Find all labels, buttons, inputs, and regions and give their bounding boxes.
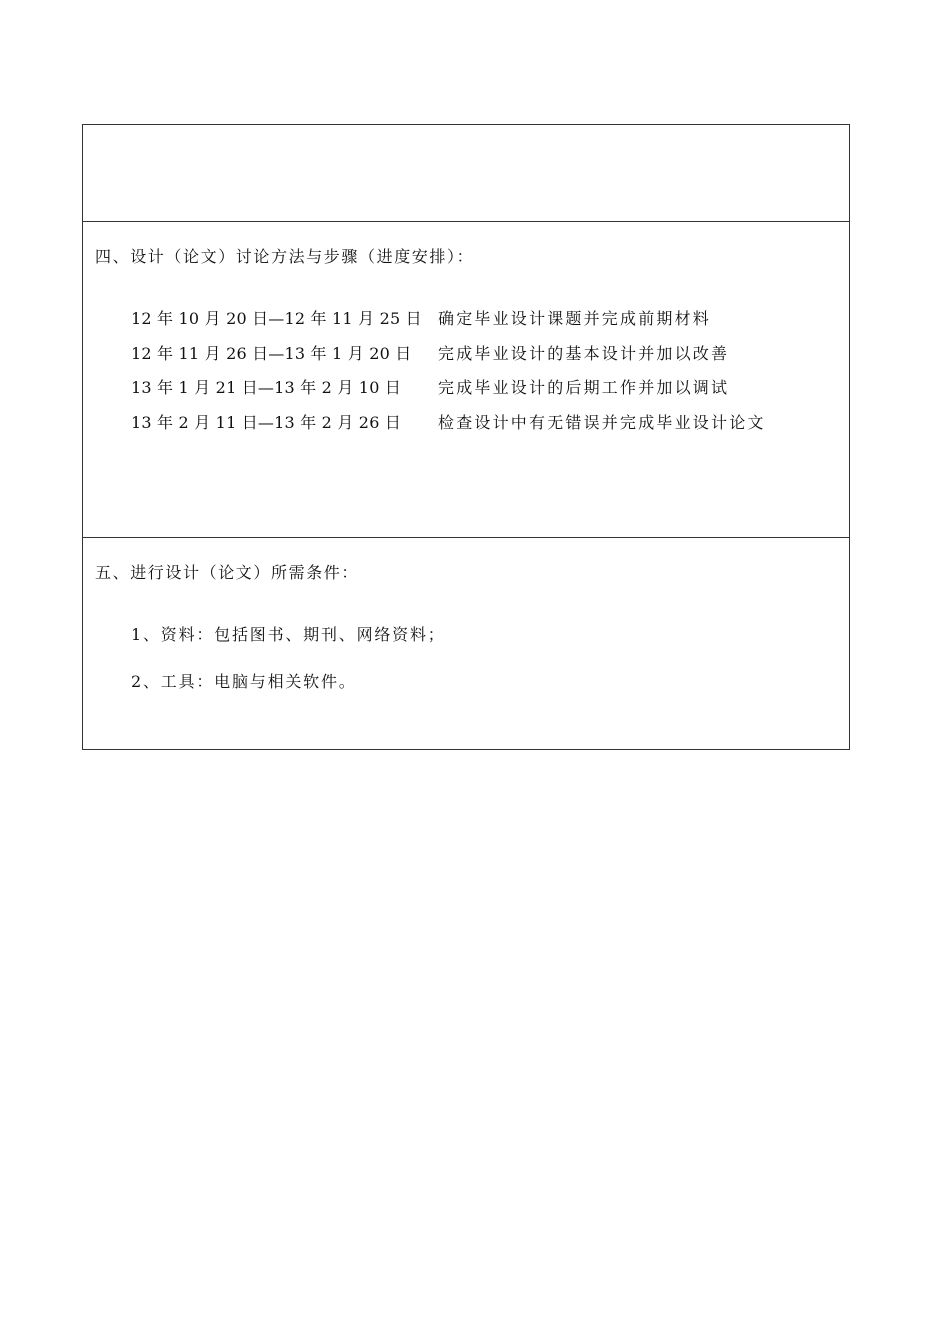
condition-item: 1、资料：包括图书、期刊、网络资料； bbox=[131, 625, 446, 644]
schedule-row bbox=[131, 341, 766, 376]
schedule-row bbox=[131, 410, 766, 445]
form-table bbox=[82, 124, 850, 750]
schedule-row bbox=[131, 375, 766, 410]
schedule-task: 完成毕业设计的后期工作并加以调试 bbox=[438, 378, 730, 397]
schedule-dates: 12 年 10 月 20 日—12 年 11 月 25 日 bbox=[131, 309, 422, 328]
conditions-list bbox=[131, 622, 446, 716]
section-five-heading: 五、进行设计（论文）所需条件： bbox=[95, 563, 360, 582]
schedule-row bbox=[131, 306, 766, 341]
schedule-task: 完成毕业设计的基本设计并加以改善 bbox=[438, 343, 730, 363]
schedule-dates: 13 年 1 月 21 日—13 年 2 月 10 日 bbox=[131, 378, 402, 397]
section-four-heading: 四、设计（论文）讨论方法与步骤（进度安排）： bbox=[95, 247, 475, 266]
schedule-dates: 12 年 11 月 26 日—13 年 1 月 20 日 bbox=[131, 343, 412, 363]
empty-section-row bbox=[83, 125, 849, 221]
section-five bbox=[83, 537, 849, 749]
schedule-task: 确定毕业设计课题并完成前期材料 bbox=[438, 309, 712, 328]
schedule-dates: 13 年 2 月 11 日—13 年 2 月 26 日 bbox=[131, 412, 402, 432]
schedule-task: 检查设计中有无错误并完成毕业设计论文 bbox=[438, 412, 766, 432]
condition-item: 2、工具：电脑与相关软件。 bbox=[131, 672, 357, 691]
section-four bbox=[83, 221, 849, 537]
schedule-list bbox=[131, 306, 766, 444]
